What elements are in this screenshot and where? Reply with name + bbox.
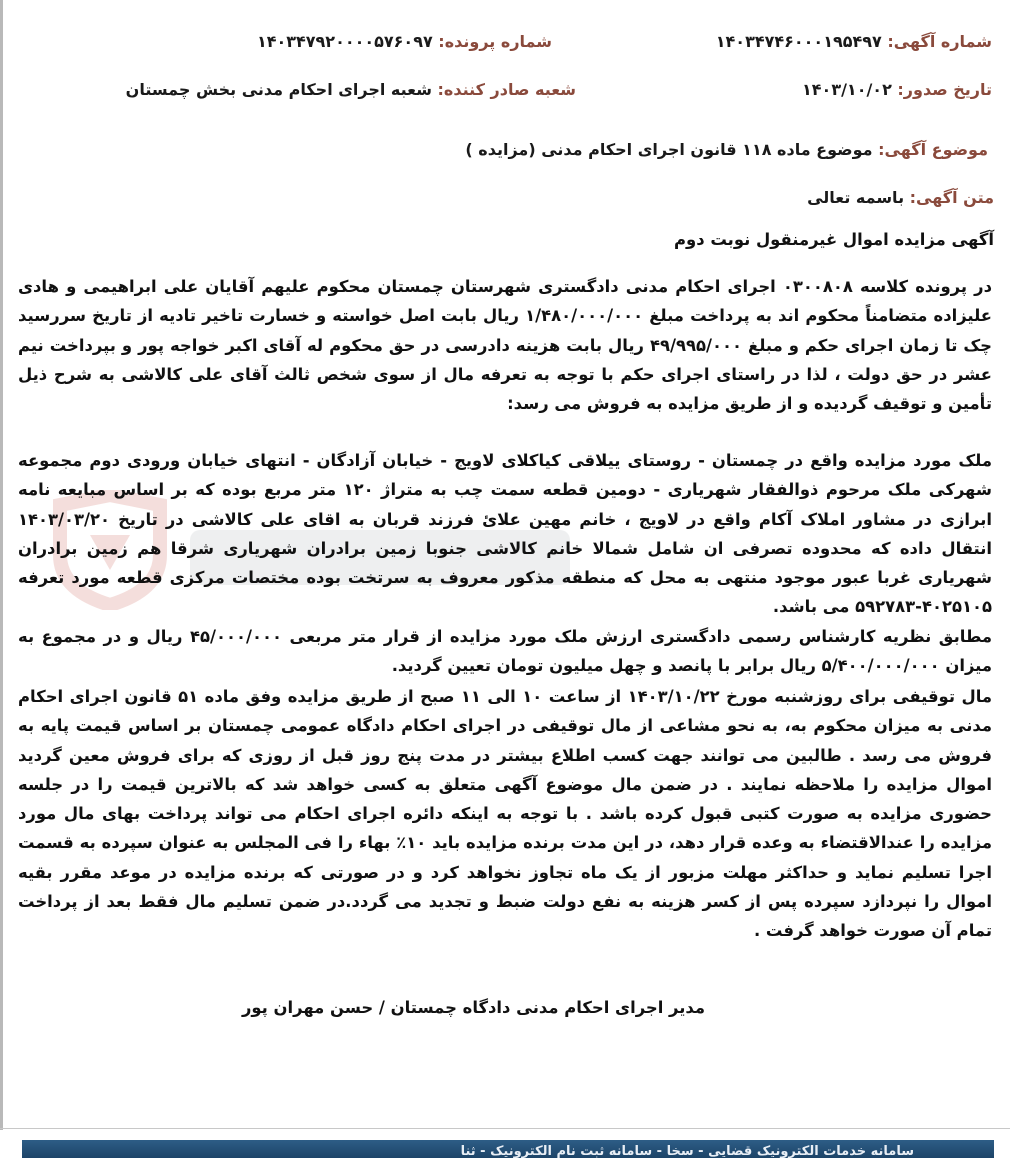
case-number-label: شماره پرونده: bbox=[438, 32, 552, 51]
issuing-branch-value: شعبه اجرای احکام مدنی بخش چمستان bbox=[125, 80, 432, 99]
text-value: باسمه تعالی bbox=[807, 188, 905, 207]
issuing-branch-label: شعبه صادر کننده: bbox=[437, 80, 576, 99]
notice-paragraph-2: ملک مورد مزایده واقع در چمستان - روستای ییلاقی کیاکلای لاویج - خیابان آزادگان - انتهای خیابان ورودی دوم مجموعه شهرکی ملک مرحوم ذوالفقار شهریاری - دومین قطعه سمت چب به متراژ ۱۲۰ متر مربع بوده که بر اساس مبایعه نامه ابرازی در مشاور املاک آکام واقع در لاویج ، خانم مهین علائ فرزند قربان به اقای علی کالاشی در تاریخ ۱۴۰۳/۰۳/۲۰ انتقال داده که محدوده تصرفی ان شامل شمالا خانم کالاشی جنوبا زمین برادران شهریاری شرقا هم زمین برادران شهریاری غربا عبور موجود منتهی به محل که منطقه مذکور معروف به سرتخت بوده مختصات مرکزی قطعه مورد تعرفه ۴۰۲۵۱۰۵-۵۹۲۷۸۳ می باشد. bbox=[18, 451, 992, 617]
case-number-value: ۱۴۰۳۴۷۹۲۰۰۰۰۵۷۶۰۹۷ bbox=[256, 32, 433, 51]
notice-body-part-2 bbox=[18, 446, 992, 680]
issue-date-label: تاریخ صدور: bbox=[897, 80, 992, 99]
footer-bar bbox=[22, 1140, 994, 1158]
text-field bbox=[807, 188, 994, 207]
signature: مدیر اجرای احکام مدنی دادگاه چمستان / حسن مهران پور bbox=[241, 998, 705, 1017]
notice-paragraph-1: در پرونده کلاسه ۰۳۰۰۸۰۸ اجرای احکام مدنی دادگستری شهرستان چمستان محکوم علیهم آقایان علی ابراهیمی و هادی علیزاده متضامناً محکوم اند به پرداخت مبلغ ۱/۴۸۰/۰۰۰/۰۰۰ ریال بابت اصل خواسته و خسارت تاخیر تادیه از تاریخ سررسید چک تا زمان اجرای حکم و مبلغ ۴۹/۹۹۵/۰۰۰ ریال بابت هزینه دادرسی در حق محکوم له آقای اکبر خواجه پور و بپرداخت نیم عشر در حق دولت ، لذا در راستای اجرای حکم با توجه به تعرفه مال از سوی شخص ثالث آقای علی کالاشی به شرح ذیل تأمین و توقیف گردیده و از طریق مزایده به فروش می رسد: bbox=[18, 277, 992, 414]
notice-number-value: ۱۴۰۳۴۷۴۶۰۰۰۱۹۵۴۹۷ bbox=[715, 32, 882, 51]
text-label: متن آگهی: bbox=[909, 188, 994, 207]
notice-number-field bbox=[716, 32, 992, 51]
subject-value: موضوع ماده ۱۱۸ قانون اجرای احکام مدنی (مزایده ) bbox=[465, 140, 873, 159]
notice-paragraph-4: مال توقیفی برای روزشنبه مورخ ۱۴۰۳/۱۰/۲۲ از ساعت ۱۰ الی ۱۱ صبح از طریق مزایده وفق ماده ۵۱ قانون اجرای احکام مدنی به میزان محکوم به، به نحو مشاعی از مال توقیفی در اجرای احکام دادگاه عمومی چمستان بر اساس قیمت پایه به فروش می رسد . طالبین می توانند جهت کسب اطلاع بیشتر در مدت پنج روز قبل از روزی که برای فروش معین گردید اموال مزایده را ملاحظه نمایند . در ضمن مال موضوع آگهی متعلق به کسی خواهد شد که بالاترین قیمت را در جلسه حضوری مزایده به صورت کتبی قبول کرده باشد . با توجه به اینکه دائره اجرای احکام می تواند پرداخت بهای مال مورد مزایده را عندالاقتضاء به وعده قرار دهد، در این مدت برنده مزایده باید ۱۰٪ بهاء را فی المجلس به عنوان سپرده به قسمت اجرا تسلیم نماید و حداکثر مهلت مزبور از یک ماه تجاوز نخواهد کرد و در صورتی که برنده مزایده در موعد مقرر بقیه اموال را نپردازد سپرده پس از کسر هزینه به نفع دولت ضبط و تجدید می گردد.در ضمن تسلیم مال فقط بعد از پرداخت تمام آن صورت خواهد گرفت . bbox=[18, 687, 993, 941]
footer-text[interactable]: سامانه خدمات الکترونیک قضایی - سخا - سامانه ثبت نام الکترونیک - ثنا bbox=[460, 1144, 914, 1158]
window-left-border bbox=[0, 0, 3, 1130]
issue-date-field bbox=[802, 80, 992, 99]
notice-body-part-1 bbox=[18, 272, 992, 418]
window-bottom-border bbox=[0, 1128, 1010, 1129]
subject-field bbox=[465, 140, 988, 159]
notice-number-label: شماره آگهی: bbox=[887, 32, 992, 51]
notice-heading: آگهی مزایده اموال غیرمنقول نوبت دوم bbox=[674, 230, 994, 249]
case-number-field bbox=[257, 32, 552, 51]
notice-body-part-3 bbox=[18, 682, 992, 946]
subject-label: موضوع آگهی: bbox=[878, 140, 988, 159]
issuing-branch-field bbox=[126, 80, 576, 99]
notice-paragraph-3: مطابق نظریه کارشناس رسمی دادگستری ارزش ملک مورد مزایده از قرار متر مربعی ۴۵/۰۰۰/۰۰۰ ریال و در مجموع به میزان ۵/۴۰۰/۰۰۰/۰۰۰ ریال برابر با پانصد و چهل میلیون تومان تعیین گردید. bbox=[18, 626, 992, 676]
issue-date-value: ۱۴۰۳/۱۰/۰۲ bbox=[802, 80, 892, 99]
